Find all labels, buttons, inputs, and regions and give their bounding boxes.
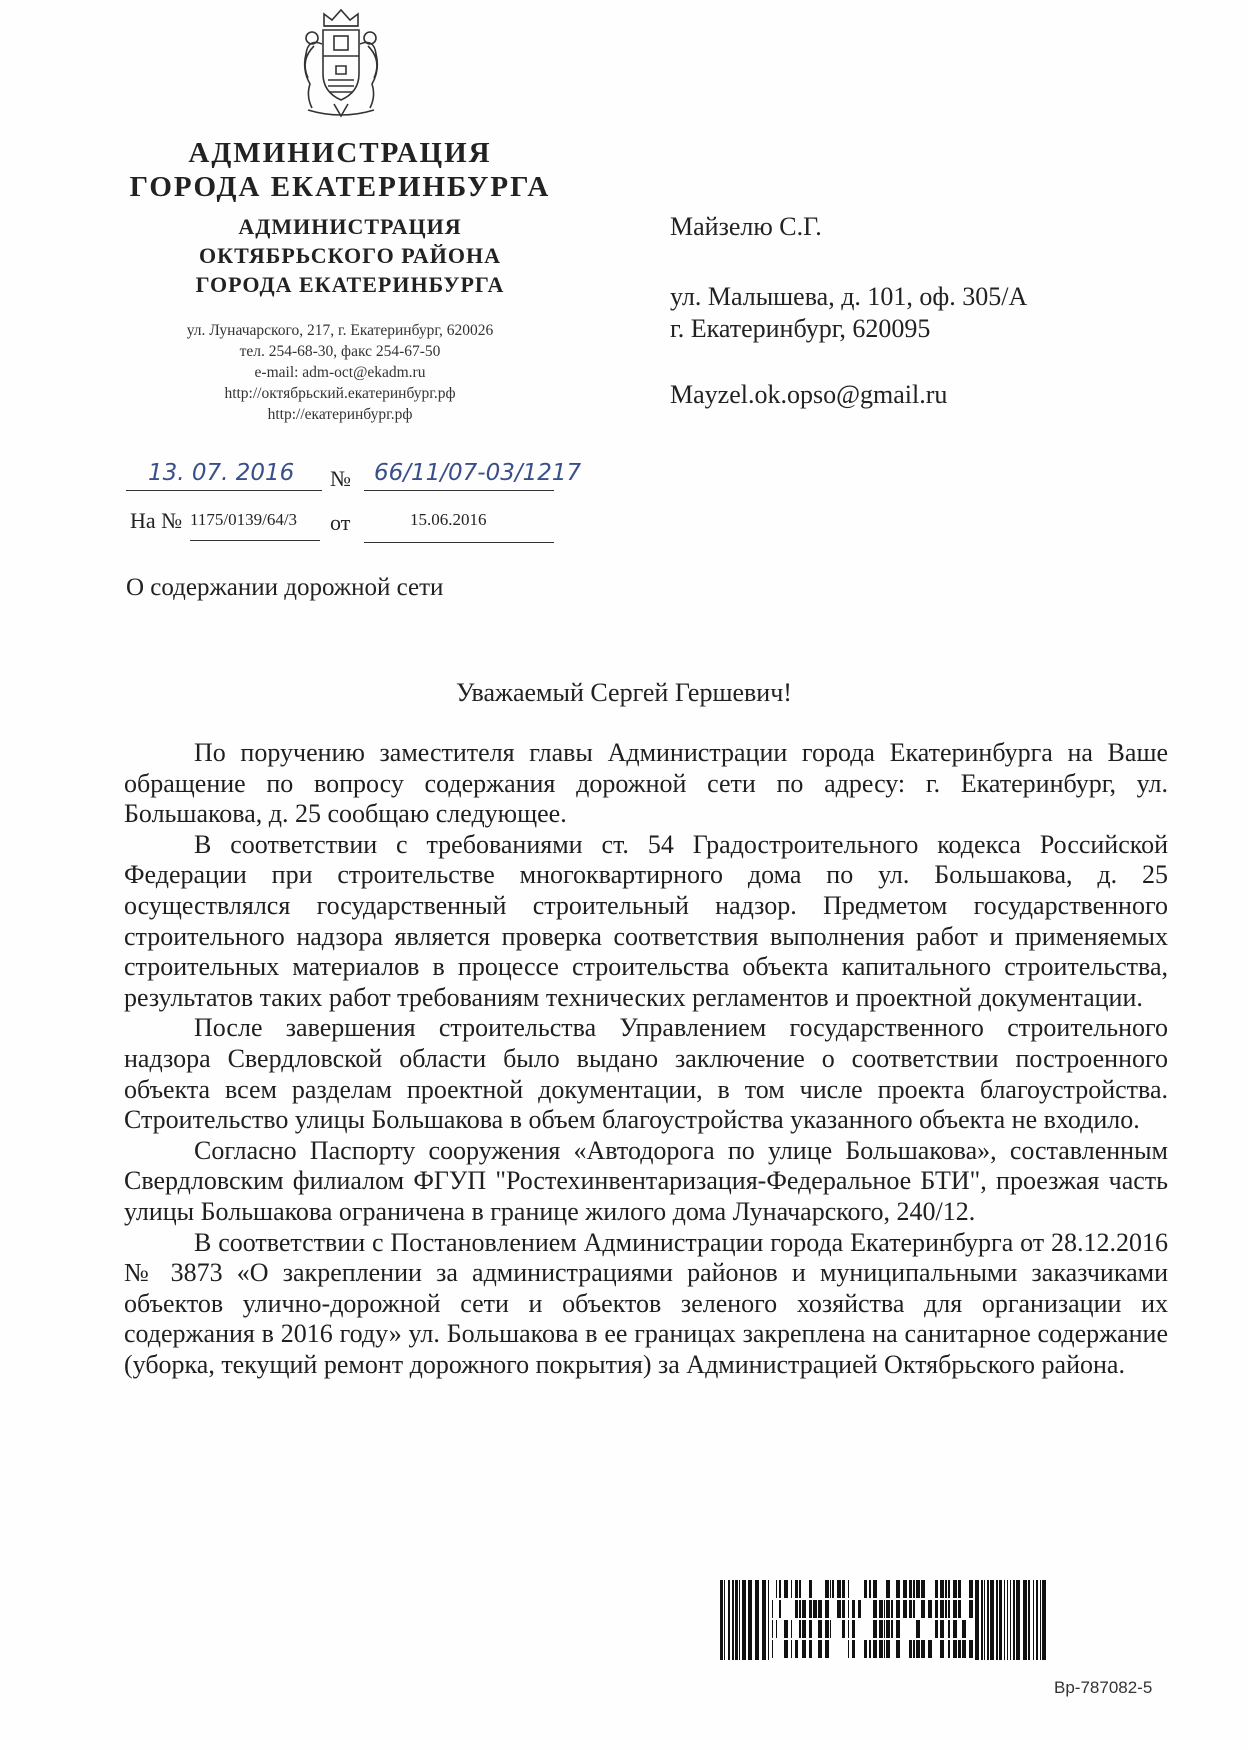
paragraph-3: После завершения строительства Управлением государственного строительного надзора Свердловской области было выдано заключение о соответствии построенного объекта всем разделам проектной документации, в том числе проекта благоустройства. Строительство улицы Большакова в объем благоустройства указанного объекта не входило.	[124, 1013, 1168, 1135]
paragraph-1: По поручению заместителя главы Администрации города Екатеринбурга на Ваше обращение по вопросу содержания дорожной сети по адресу: г. Екатеринбург, ул. Большакова, д. 25 сообщаю следующее.	[124, 738, 1168, 829]
contact-address: ул. Луначарского, 217, г. Екатеринбург, 620026	[186, 322, 494, 339]
date-underline	[126, 490, 322, 491]
coat-of-arms-icon	[288, 4, 394, 124]
reply-date: 15.06.2016	[410, 510, 487, 529]
contact-email: e-mail: adm-oct@ekadm.ru	[254, 364, 426, 381]
letter-greeting: Уважаемый Сергей Гершевич!	[456, 678, 792, 707]
contact-website-district: http://октябрьский.екатеринбург.рф	[224, 385, 456, 402]
outgoing-number: 66/11/07-03/1217	[374, 460, 582, 486]
dept-name-line1: АДМИНИСТРАЦИЯ	[238, 214, 462, 239]
reply-prefix: На №	[130, 508, 183, 533]
addressee-email: Mayzel.ok.opso@gmail.ru	[670, 380, 948, 409]
number-underline	[364, 490, 554, 491]
letter-body	[124, 738, 1168, 1380]
addressee-city: г. Екатеринбург, 620095	[670, 314, 931, 343]
barcode-number: Вр-787082-5	[1054, 1678, 1153, 1697]
reply-number: 1175/0139/64/3	[190, 510, 298, 529]
outgoing-date: 13. 07. 2016	[148, 460, 295, 486]
letter-subject: О содержании дорожной сети	[126, 574, 444, 601]
barcode-image	[720, 1580, 1048, 1660]
reply-number-underline	[190, 540, 320, 541]
contact-website-city: http://екатеринбург.рф	[267, 406, 413, 423]
paragraph-2: В соответствии с требованиями ст. 54 Градостроительного кодекса Российской Федерации при строительстве многоквартирного дома по ул. Большакова, д. 25 осуществлялся государственный строительный надзор. Предметом государственного строительного надзора является проверка соответствия выполнения работ и применяемых строительных материалов в процессе строительства объекта капитального строительства, результатов таких работ требованиям технических регламентов и проектной документации.	[124, 829, 1168, 1012]
reply-date-underline	[364, 542, 554, 543]
reply-from-label: от	[330, 510, 351, 535]
paragraph-4: Согласно Паспорту сооружения «Автодорога по улице Большакова», составленным Свердловским филиалом ФГУП "Ростехинвентаризация-Федеральное БТИ", проезжая часть улицы Большакова ограничена в границе жилого дома Луначарского, 240/12.	[124, 1135, 1168, 1226]
contacts-block	[120, 320, 560, 425]
org-name-line2: ГОРОДА ЕКАТЕРИНБУРГА	[129, 171, 551, 203]
org-name-line1: АДМИНИСТРАЦИЯ	[188, 137, 492, 169]
paragraph-5: В соответствии с Постановлением Администрации города Екатеринбурга от 28.12.2016 № 3873 «О закреплении за администрациями районов и муниципальными заказчиками объектов улично-дорожной сети и объектов зеленого хозяйства для организации их содержания в 2016 году» ул. Большакова в ее границах закреплена на санитарное содержание (уборка, текущий ремонт дорожного покрытия) за Администрацией Октябрьского района.	[124, 1227, 1168, 1379]
dept-name-line3: ГОРОДА ЕКАТЕРИНБУРГА	[195, 272, 505, 297]
addressee-street: ул. Малышева, д. 101, оф. 305/А	[670, 282, 1028, 311]
addressee-name: Майзелю С.Г.	[670, 212, 822, 241]
dept-name-line2: ОКТЯБРЬСКОГО РАЙОНА	[199, 243, 501, 268]
number-sign: №	[330, 466, 351, 491]
contact-phone: тел. 254-68-30, факс 254-67-50	[239, 343, 441, 360]
org-name	[120, 136, 560, 204]
dept-name	[150, 212, 550, 299]
